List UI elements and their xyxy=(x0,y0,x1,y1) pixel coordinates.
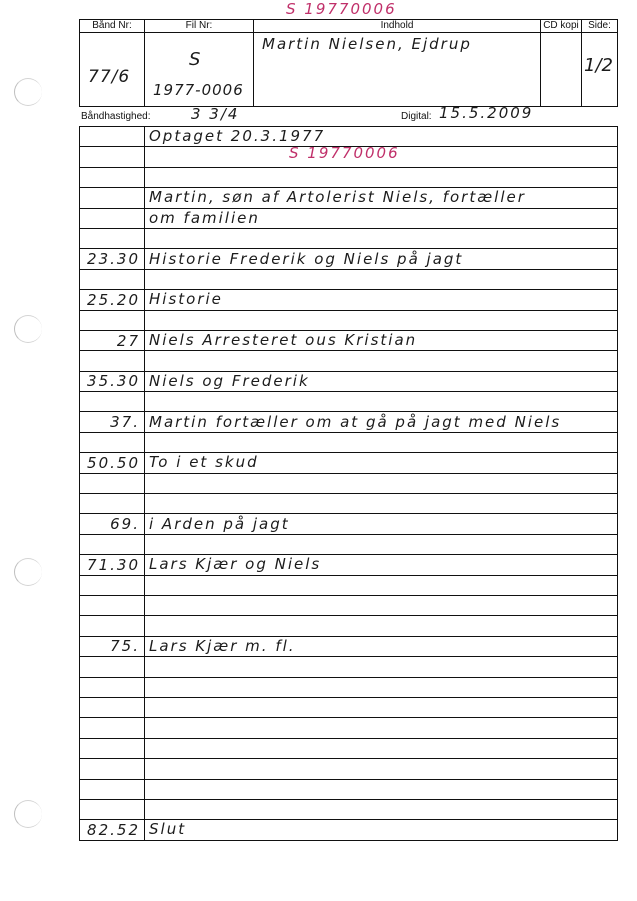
log-row-time xyxy=(80,799,145,819)
log-row-content xyxy=(145,677,618,697)
log-row-content xyxy=(145,432,618,452)
log-row-content xyxy=(145,514,618,534)
log-row-text: Lars Kjær og Niels xyxy=(149,555,322,574)
punch-hole-2 xyxy=(14,315,42,343)
log-row xyxy=(80,616,618,636)
log-row-content xyxy=(145,494,618,514)
log-row xyxy=(80,147,618,167)
side-value: 1/2 xyxy=(584,55,613,76)
log-row-content xyxy=(145,697,618,717)
log-row-content xyxy=(145,228,618,248)
header-table xyxy=(79,19,618,107)
log-row-text: Slut xyxy=(149,820,187,839)
log-row xyxy=(80,534,618,554)
log-row-time xyxy=(80,208,145,228)
cd-kopi-cell xyxy=(541,33,582,107)
log-row-time xyxy=(80,738,145,758)
baand-nr-cell xyxy=(80,33,145,107)
log-row xyxy=(80,718,618,738)
log-row-time: 50.50 xyxy=(80,453,145,473)
log-row-time xyxy=(80,494,145,514)
log-row-content xyxy=(145,473,618,493)
log-row-time xyxy=(80,310,145,330)
log-row xyxy=(80,453,618,473)
col-cd-kopi: CD kopi xyxy=(541,20,582,33)
log-row-content xyxy=(145,143,618,167)
log-row-time xyxy=(80,779,145,799)
col-baand-nr: Bånd Nr: xyxy=(80,20,145,33)
log-row-content xyxy=(145,269,618,289)
log-row-content xyxy=(145,290,618,310)
log-row xyxy=(80,371,618,391)
log-row-time: 27 xyxy=(80,330,145,350)
log-row-content xyxy=(145,310,618,330)
log-row-content xyxy=(145,371,618,391)
archive-stamp-top: S 19770006 xyxy=(286,0,397,18)
log-row-text: To i et skud xyxy=(149,453,259,472)
log-row-content xyxy=(145,167,618,187)
log-row-time xyxy=(80,697,145,717)
punch-hole-1 xyxy=(14,78,42,106)
log-row xyxy=(80,269,618,289)
log-row-time: 75. xyxy=(80,636,145,656)
log-row-content xyxy=(145,636,618,656)
log-row-time xyxy=(80,595,145,615)
log-row xyxy=(80,759,618,779)
log-row-time: 35.30 xyxy=(80,371,145,391)
log-row-time xyxy=(80,269,145,289)
log-row-time xyxy=(80,147,145,167)
log-row-content xyxy=(145,392,618,412)
log-row-text: Historie Frederik og Niels på jagt xyxy=(149,249,464,268)
log-row-content xyxy=(145,453,618,473)
log-row xyxy=(80,595,618,615)
log-row-text: Martin fortæller om at gå på jagt med Niels xyxy=(149,412,562,431)
log-row-time xyxy=(80,575,145,595)
log-row-content xyxy=(145,779,618,799)
fil-nr-number: 1977-0006 xyxy=(153,81,244,99)
log-row-content xyxy=(145,188,618,208)
col-fil-nr: Fil Nr: xyxy=(145,20,254,33)
log-row xyxy=(80,738,618,758)
log-row-content xyxy=(145,351,618,371)
log-row-content xyxy=(145,820,618,840)
log-row xyxy=(80,392,618,412)
log-row-content xyxy=(145,657,618,677)
log-row-time xyxy=(80,188,145,208)
digital-value: 15.5.2009 xyxy=(439,104,534,122)
log-row-time xyxy=(80,677,145,697)
log-row xyxy=(80,208,618,228)
log-row-content xyxy=(145,595,618,615)
log-row-text: Optaget 20.3.1977 xyxy=(149,127,326,146)
log-row xyxy=(80,636,618,656)
log-row-text: om familien xyxy=(149,208,260,227)
log-row-time: 37. xyxy=(80,412,145,432)
log-table xyxy=(79,126,618,841)
log-row xyxy=(80,351,618,371)
log-row xyxy=(80,820,618,840)
log-row-content xyxy=(145,799,618,819)
log-row xyxy=(80,473,618,493)
log-row-time xyxy=(80,718,145,738)
col-side: Side: xyxy=(582,20,618,33)
log-row-content xyxy=(145,412,618,432)
log-row-text: Niels og Frederik xyxy=(149,371,310,390)
log-row-time xyxy=(80,351,145,371)
punch-hole-4 xyxy=(14,800,42,828)
log-row xyxy=(80,167,618,187)
log-row-time xyxy=(80,657,145,677)
log-row xyxy=(80,188,618,208)
punch-hole-3 xyxy=(14,558,42,586)
indhold-value: Martin Nielsen, Ejdrup xyxy=(262,35,472,53)
log-row-time xyxy=(80,473,145,493)
log-row-time: 82.52 xyxy=(80,820,145,840)
log-row-time: 71.30 xyxy=(80,555,145,575)
speed-value: 3 3/4 xyxy=(191,105,240,123)
log-row-content xyxy=(145,759,618,779)
log-row-time xyxy=(80,534,145,554)
log-row-text: i Arden på jagt xyxy=(149,514,290,533)
log-row-content xyxy=(145,534,618,554)
log-row xyxy=(80,657,618,677)
log-row-time: 23.30 xyxy=(80,249,145,269)
speed-row xyxy=(79,106,617,126)
log-row-time xyxy=(80,127,145,147)
log-row xyxy=(80,555,618,575)
log-row xyxy=(80,310,618,330)
log-row-text: Lars Kjær m. fl. xyxy=(149,636,296,655)
log-row xyxy=(80,330,618,350)
log-row xyxy=(80,494,618,514)
log-row xyxy=(80,514,618,534)
log-row-time xyxy=(80,759,145,779)
fil-nr-prefix: S xyxy=(189,49,203,70)
log-row-content xyxy=(145,738,618,758)
archive-stamp-inline: S 19770006 xyxy=(289,143,400,162)
log-row xyxy=(80,799,618,819)
log-row-text: Niels Arresteret ous Kristian xyxy=(149,331,418,350)
baand-nr-value: 77/6 xyxy=(88,67,131,87)
log-row xyxy=(80,779,618,799)
log-row xyxy=(80,228,618,248)
log-row xyxy=(80,575,618,595)
speed-label: Båndhastighed: xyxy=(81,111,151,122)
digital-label: Digital: xyxy=(401,111,432,122)
fil-nr-cell xyxy=(145,33,254,107)
log-row xyxy=(80,677,618,697)
log-row-time xyxy=(80,392,145,412)
log-row xyxy=(80,697,618,717)
side-cell xyxy=(582,33,618,107)
log-row-time xyxy=(80,432,145,452)
indhold-cell xyxy=(254,33,541,107)
log-row-time: 69. xyxy=(80,514,145,534)
log-row xyxy=(80,290,618,310)
log-row-time: 25.20 xyxy=(80,290,145,310)
log-row-text: Martin, søn af Artolerist Niels, fortæller xyxy=(149,188,526,207)
col-indhold: Indhold xyxy=(254,20,541,33)
log-row-content xyxy=(145,575,618,595)
log-row-content xyxy=(145,330,618,350)
log-row-content xyxy=(145,249,618,269)
log-row xyxy=(80,249,618,269)
log-row-text: Historie xyxy=(149,290,223,309)
log-row-content xyxy=(145,208,618,228)
log-row-content xyxy=(145,616,618,636)
log-row-content xyxy=(145,718,618,738)
log-row xyxy=(80,432,618,452)
log-row-content xyxy=(145,555,618,575)
log-row-time xyxy=(80,228,145,248)
log-row-time xyxy=(80,616,145,636)
log-row-time xyxy=(80,167,145,187)
log-row xyxy=(80,412,618,432)
